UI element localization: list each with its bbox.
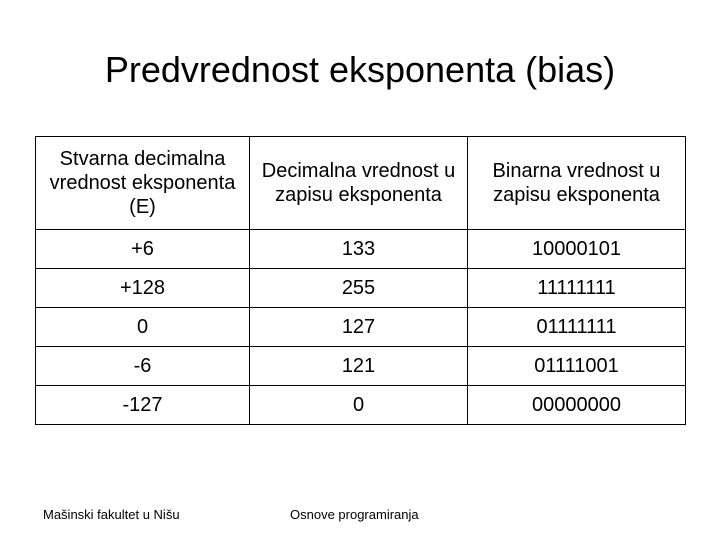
- header-decimal-stored-label: Decimalna vrednost u zapisu eksponenta: [261, 160, 456, 206]
- exponent-bias-table: [35, 136, 686, 425]
- cell-actual-exponent: 0: [36, 308, 250, 347]
- cell-binary-stored: 01111111: [468, 308, 686, 347]
- cell-actual-exponent: +6: [36, 230, 250, 269]
- header-binary-stored: [468, 137, 686, 230]
- table-header-row: [36, 137, 686, 230]
- cell-decimal-stored: 127: [250, 308, 468, 347]
- table-row: [36, 308, 686, 347]
- cell-binary-stored: 00000000: [468, 386, 686, 425]
- cell-actual-exponent: -127: [36, 386, 250, 425]
- cell-binary-stored: 01111001: [468, 347, 686, 386]
- cell-binary-stored: 11111111: [468, 269, 686, 308]
- table-row: [36, 386, 686, 425]
- slide-title: Predvrednost eksponenta (bias): [104, 49, 616, 90]
- header-binary-stored-label: Binarna vrednost u zapisu eksponenta: [492, 160, 661, 206]
- cell-decimal-stored: 133: [250, 230, 468, 269]
- cell-binary-stored: 10000101: [468, 230, 686, 269]
- cell-actual-exponent: +128: [36, 269, 250, 308]
- cell-decimal-stored: 121: [250, 347, 468, 386]
- header-actual-exponent: [36, 137, 250, 230]
- header-actual-exponent-label: Stvarna decimalna vrednost eksponenta (E): [49, 148, 236, 218]
- header-decimal-stored: [250, 137, 468, 230]
- table-row: [36, 347, 686, 386]
- footer-course: Osnove programiranja: [290, 507, 419, 522]
- cell-decimal-stored: 0: [250, 386, 468, 425]
- cell-actual-exponent: -6: [36, 347, 250, 386]
- table-row: [36, 269, 686, 308]
- cell-decimal-stored: 255: [250, 269, 468, 308]
- table-row: [36, 230, 686, 269]
- footer-institution: Mašinski fakultet u Nišu: [43, 507, 180, 522]
